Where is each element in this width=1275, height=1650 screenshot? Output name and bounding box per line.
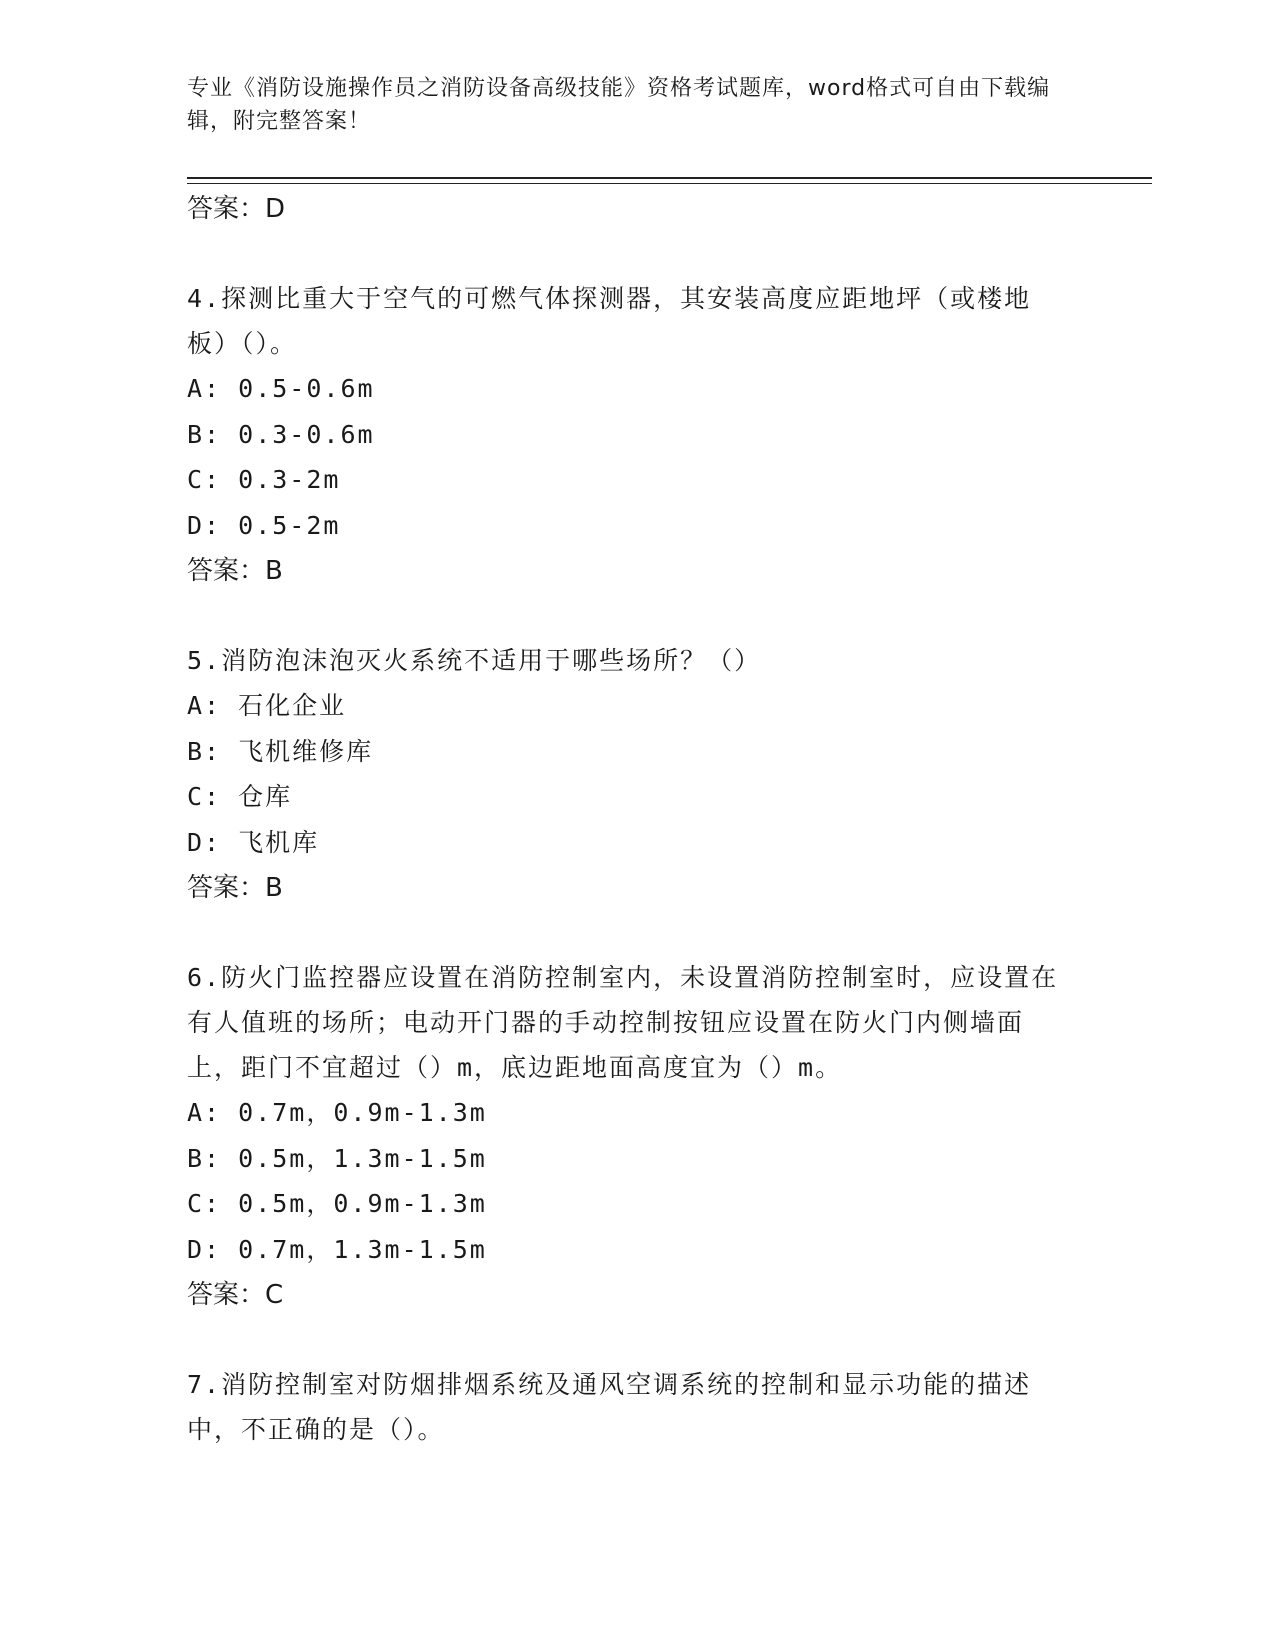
option-c: C: 0.3-2m — [187, 465, 341, 494]
answer-line: 答案：C — [187, 1280, 284, 1310]
option-b: B: 飞机维修库 — [187, 736, 374, 766]
option-b: B: 0.3-0.6m — [187, 419, 375, 449]
question-list — [187, 186, 1067, 1452]
question-stem: 6.防火门监控器应设置在消防控制室内，未设置消防控制室时，应设置在有人值班的场所；电动开门器的手动控制按钮应设置在防火门内侧墙面上，距门不宜超过（）m，底边距地面高度宜为（）m。 — [187, 963, 1059, 1082]
question-6 — [187, 955, 1067, 1318]
option-a: A: 0.5-0.6m — [187, 374, 375, 403]
answer-line: 答案：D — [187, 194, 286, 224]
header-rule-thick — [187, 177, 1152, 179]
option-a: A: 石化企业 — [187, 691, 347, 720]
question-stem: 5.消防泡沫泡灭火系统不适用于哪些场所？（） — [187, 646, 762, 675]
option-d: D: 0.7m，1.3m-1.5m — [187, 1234, 487, 1264]
answer-line: 答案：B — [187, 556, 283, 586]
option-d: D: 飞机库 — [187, 827, 320, 857]
question-7 — [187, 1362, 1067, 1452]
question-stem: 7.消防控制室对防烟排烟系统及通风空调系统的控制和显示功能的描述中，不正确的是（）。 — [187, 1370, 1032, 1444]
question-stem: 4.探测比重大于空气的可燃气体探测器，其安装高度应距地坪（或楼地板）（）。 — [187, 284, 1032, 358]
option-c: C: 0.5m，0.9m-1.3m — [187, 1189, 487, 1218]
document-header: 专业《消防设施操作员之消防设备高级技能》资格考试题库，word格式可自由下载编辑，附完整答案！ — [187, 76, 1051, 134]
question-5 — [187, 638, 1067, 911]
option-d: D: 0.5-2m — [187, 510, 341, 540]
option-a: A: 0.7m，0.9m-1.3m — [187, 1098, 487, 1127]
header-rule-thin — [187, 183, 1152, 184]
answer-line: 答案：B — [187, 873, 283, 903]
option-b: B: 0.5m，1.3m-1.5m — [187, 1143, 487, 1173]
question-4 — [187, 276, 1067, 594]
option-c: C: 仓库 — [187, 782, 293, 811]
